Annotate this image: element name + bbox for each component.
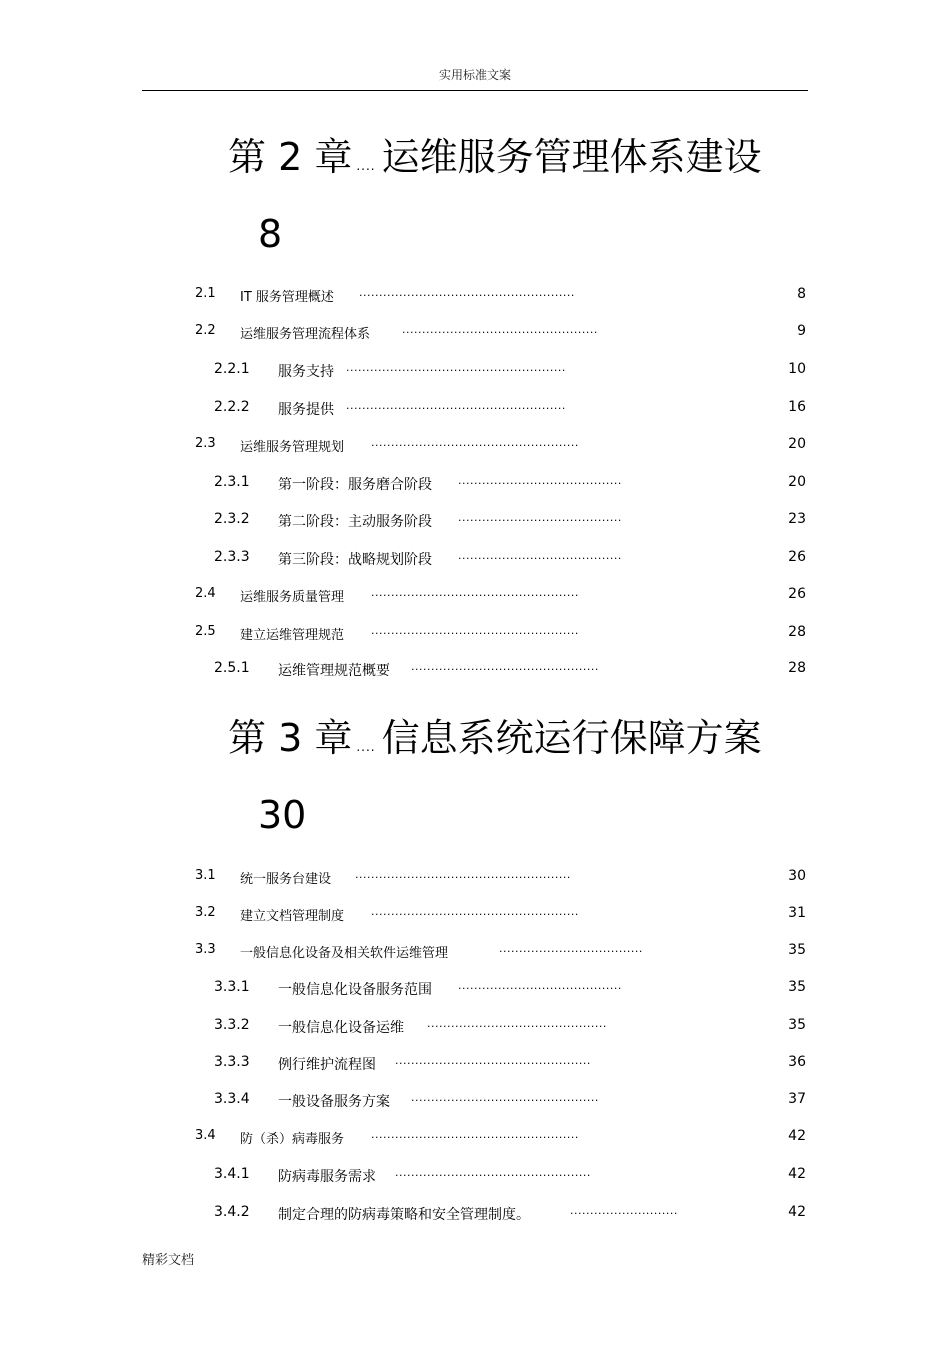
chapter-page-number: 30 [258, 793, 307, 837]
toc-entry-leader-dots: .................................................... [371, 436, 579, 449]
toc-entry-title: 统一服务台建设 [240, 872, 332, 887]
toc-entry-title: 一般设备服务方案 [278, 1094, 390, 1110]
toc-entry[interactable] [0, 323, 950, 343]
toc-entry[interactable] [0, 511, 950, 531]
toc-entry[interactable] [0, 1128, 950, 1148]
toc-entry-leader-dots: ............................................. [427, 1017, 607, 1030]
toc-entry[interactable] [0, 436, 950, 456]
toc-entry-number: 2.3.2 [214, 511, 250, 527]
toc-entry[interactable] [0, 979, 950, 999]
chapter-title: 信息系统运行保障方案 [381, 716, 762, 760]
toc-entry-title: 建立运维管理规范 [240, 628, 345, 643]
page-footer: 精彩文档 [142, 1253, 195, 1268]
toc-entry[interactable] [0, 361, 950, 381]
toc-entry-title: 防（杀）病毒服务 [240, 1132, 345, 1147]
toc-entry-page: 26 [788, 586, 806, 602]
toc-entry-page: 35 [788, 942, 806, 958]
toc-entry-page: 42 [788, 1166, 806, 1182]
toc-entry-title: 第一阶段：服务磨合阶段 [278, 477, 432, 493]
toc-entry-page: 28 [788, 660, 806, 676]
toc-entry-page: 42 [788, 1204, 806, 1220]
toc-entry-leader-dots: ........................... [570, 1204, 678, 1217]
toc-entry-page: 20 [788, 436, 806, 452]
toc-entry-number: 3.4.2 [214, 1204, 250, 1220]
toc-entry-title: IT 服务管理概述 [240, 290, 334, 305]
toc-entry-number: 3.3.1 [214, 979, 250, 995]
toc-entry-number: 2.5.1 [214, 660, 250, 676]
toc-entry-page: 31 [788, 905, 806, 921]
toc-entry-leader-dots: ....................................................... [346, 399, 566, 412]
toc-entry-page: 28 [788, 624, 806, 640]
toc-entry-number: 2.4 [195, 586, 216, 601]
toc-entry-number: 3.3 [195, 942, 216, 957]
toc-entry-page: 20 [788, 474, 806, 490]
toc-entry-number: 2.2.1 [214, 361, 250, 377]
toc-entry[interactable] [0, 624, 950, 644]
toc-entry-leader-dots: ....................................................... [346, 361, 566, 374]
toc-entry[interactable] [0, 549, 950, 569]
toc-entry-leader-dots: ................................................. [395, 1054, 591, 1067]
toc-entry[interactable] [0, 1166, 950, 1186]
toc-entry-page: 8 [797, 286, 806, 302]
toc-entry[interactable] [0, 942, 950, 962]
toc-entry-leader-dots: .................................................... [371, 1128, 579, 1141]
toc-entry-number: 3.4.1 [214, 1166, 250, 1182]
toc-entry-title: 服务支持 [278, 364, 334, 380]
toc-entry-page: 16 [788, 399, 806, 415]
toc-entry-number: 3.3.4 [214, 1091, 250, 1107]
toc-entry[interactable] [0, 474, 950, 494]
toc-entry[interactable] [0, 286, 950, 306]
toc-entry-number: 2.2.2 [214, 399, 250, 415]
toc-entry-title: 建立文档管理制度 [240, 909, 345, 924]
chapter-label: 第 2 章 [228, 135, 353, 179]
toc-entry-leader-dots: ......................................... [458, 979, 622, 992]
toc-entry-number: 2.3.3 [214, 549, 250, 565]
toc-entry-title: 运维管理规范概要 [278, 663, 390, 679]
toc-entry[interactable] [0, 1204, 950, 1224]
toc-entry-title: 例行维护流程图 [278, 1057, 376, 1073]
toc-entry-page: 35 [788, 1017, 806, 1033]
toc-entry-number: 3.4 [195, 1128, 216, 1143]
toc-entry-number: 3.1 [195, 868, 216, 883]
chapter-page-number: 8 [258, 212, 283, 256]
toc-entry-page: 30 [788, 868, 806, 884]
toc-entry-leader-dots: .................................................... [371, 624, 579, 637]
toc-entry-page: 9 [797, 323, 806, 339]
toc-entry[interactable] [0, 905, 950, 925]
toc-entry-title: 运维服务管理流程体系 [240, 327, 371, 342]
chapter-heading[interactable] [228, 135, 762, 188]
toc-entry-leader-dots: ................................................. [395, 1166, 591, 1179]
toc-entry[interactable] [0, 1054, 950, 1074]
toc-entry-page: 36 [788, 1054, 806, 1070]
toc-entry-leader-dots: ............................................... [411, 1091, 599, 1104]
toc-entry[interactable] [0, 1017, 950, 1037]
chapter-title: 运维服务管理体系建设 [381, 135, 762, 179]
toc-entry-title: 一般信息化设备及相关软件运维管理 [240, 946, 449, 961]
page-header: 实用标准文案 [438, 68, 511, 82]
toc-entry-number: 2.1 [195, 286, 216, 301]
toc-entry-leader-dots: ...................................................... [355, 868, 571, 881]
toc-entry-leader-dots: ............................................... [411, 660, 599, 673]
toc-entry-page: 37 [788, 1091, 806, 1107]
toc-entry-leader-dots: ......................................... [458, 474, 622, 487]
toc-entry-number: 2.5 [195, 624, 216, 639]
header-rule [142, 90, 808, 91]
toc-entry[interactable] [0, 586, 950, 606]
toc-entry-leader-dots: ...................................................... [359, 286, 575, 299]
toc-entry[interactable] [0, 660, 950, 680]
toc-entry-title: 一般信息化设备服务范围 [278, 982, 432, 998]
toc-entry-title: 运维服务质量管理 [240, 590, 345, 605]
toc-entry-page: 10 [788, 361, 806, 377]
toc-entry-number: 2.3.1 [214, 474, 250, 490]
toc-entry-page: 42 [788, 1128, 806, 1144]
toc-entry-title: 制定合理的防病毒策略和安全管理制度。 [278, 1207, 530, 1223]
toc-entry-leader-dots: ......................................... [458, 511, 622, 524]
chapter-label: 第 3 章 [228, 716, 353, 760]
toc-entry-number: 3.2 [195, 905, 216, 920]
toc-entry-number: 2.3 [195, 436, 216, 451]
toc-entry-number: 3.3.2 [214, 1017, 250, 1033]
toc-entry-leader-dots: .................................................... [371, 586, 579, 599]
toc-entry[interactable] [0, 868, 950, 888]
chapter-heading[interactable] [228, 716, 762, 769]
toc-entry-number: 3.3.3 [214, 1054, 250, 1070]
toc-entry-page: 26 [788, 549, 806, 565]
chapter-leader-dots: .... [356, 159, 376, 173]
toc-entry-title: 服务提供 [278, 402, 334, 418]
toc-entry-page: 23 [788, 511, 806, 527]
toc-entry-leader-dots: .................................... [499, 942, 643, 955]
chapter-leader-dots: .... [356, 740, 376, 754]
toc-entry-page: 35 [788, 979, 806, 995]
toc-entry-title: 第二阶段：主动服务阶段 [278, 514, 432, 530]
toc-entry-number: 2.2 [195, 323, 216, 338]
toc-entry-leader-dots: ................................................. [402, 323, 598, 336]
toc-entry-leader-dots: ......................................... [458, 549, 622, 562]
toc-entry-title: 运维服务管理规划 [240, 440, 345, 455]
toc-entry[interactable] [0, 399, 950, 419]
toc-entry-title: 防病毒服务需求 [278, 1169, 376, 1185]
toc-entry-title: 一般信息化设备运维 [278, 1020, 404, 1036]
toc-entry[interactable] [0, 1091, 950, 1111]
toc-entry-title: 第三阶段：战略规划阶段 [278, 552, 432, 568]
toc-entry-leader-dots: .................................................... [371, 905, 579, 918]
